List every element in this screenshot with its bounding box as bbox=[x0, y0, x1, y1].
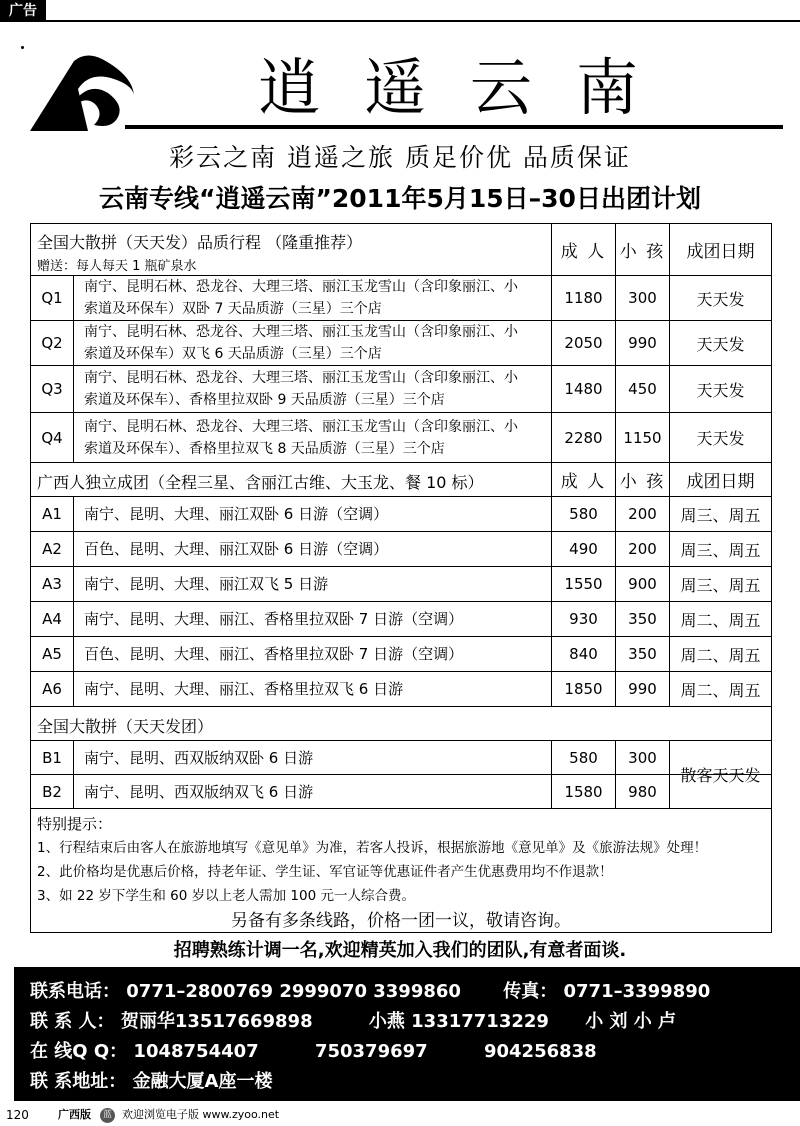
person-label: 联 系 人： bbox=[30, 1011, 115, 1032]
adult-header: 成 人 bbox=[551, 463, 615, 496]
brand-title: 逍遥云南 bbox=[257, 51, 682, 124]
child-price: 200 bbox=[615, 497, 669, 531]
tour-desc: 南宁、昆明、西双版纳双飞 6 日游 bbox=[73, 775, 551, 808]
tour-code: Q3 bbox=[41, 380, 63, 398]
table-row bbox=[31, 637, 771, 672]
decor-dot bbox=[21, 46, 24, 49]
tour-desc: 南宁、昆明、大理、丽江双飞 5 日游 bbox=[73, 567, 551, 601]
schedule-headline: 云南专线“逍遥云南”2011年5月15日–30日出团计划 bbox=[99, 184, 701, 213]
tour-desc bbox=[73, 366, 551, 412]
tour-desc-line2: 索道及环保车）双飞 6 天品质游（三星）三个店 bbox=[84, 346, 382, 362]
departure-date: 周二、周五 bbox=[669, 637, 771, 671]
tour-desc-line2: 索道及环保车）、香格里拉双卧 9 天品质游（三星）三个店 bbox=[84, 392, 445, 408]
note-item: 3、如 22 岁下学生和 60 岁以上老人需加 100 元一人综合费。 bbox=[37, 888, 415, 904]
adult-price: 1850 bbox=[551, 672, 615, 706]
section3-header-row bbox=[31, 707, 771, 741]
tour-desc bbox=[73, 276, 551, 320]
child-price: 1150 bbox=[615, 413, 669, 462]
tour-code: Q1 bbox=[41, 289, 63, 307]
brand-underline bbox=[125, 125, 783, 129]
contact-panel bbox=[14, 967, 800, 1101]
adult-price: 1550 bbox=[551, 567, 615, 601]
section3-title: 全国大散拼（天天发团） bbox=[37, 717, 214, 736]
contact-phone-line bbox=[30, 977, 710, 1003]
address: 金融大厦A座一楼 bbox=[132, 1071, 273, 1092]
person-1: 贺丽华13517669898 bbox=[120, 1011, 313, 1032]
child-price: 450 bbox=[615, 366, 669, 412]
child-price: 900 bbox=[615, 567, 669, 601]
recruit-notice: 招聘熟练计调一名,欢迎精英加入我们的团队,有意者面谈. bbox=[173, 940, 627, 961]
child-price: 200 bbox=[615, 532, 669, 566]
table-row bbox=[31, 532, 771, 567]
adult-header: 成 人 bbox=[551, 224, 615, 275]
departure-date: 周二、周五 bbox=[669, 602, 771, 636]
adult-price: 930 bbox=[551, 602, 615, 636]
address-label: 联 系地址： bbox=[30, 1071, 127, 1092]
tour-code: A5 bbox=[42, 645, 62, 663]
adult-price: 580 bbox=[551, 741, 615, 774]
tour-desc-line1: 南宁、昆明石林、恐龙谷、大理三塔、丽江玉龙雪山（含印象丽江、小 bbox=[84, 370, 518, 386]
child-price: 990 bbox=[615, 672, 669, 706]
child-price: 980 bbox=[615, 775, 669, 808]
tour-code: Q2 bbox=[41, 334, 63, 352]
tour-code: B1 bbox=[42, 748, 62, 767]
departure-date: 周三、周五 bbox=[669, 497, 771, 531]
date-header: 成团日期 bbox=[669, 224, 771, 275]
child-header: 小 孩 bbox=[615, 224, 669, 275]
tour-code: B2 bbox=[42, 782, 62, 801]
qq-2: 750379697 bbox=[314, 1041, 428, 1062]
tour-code: A1 bbox=[42, 505, 62, 523]
qq-3: 904256838 bbox=[483, 1041, 597, 1062]
adult-price: 490 bbox=[551, 532, 615, 566]
departure-date: 周三、周五 bbox=[669, 532, 771, 566]
notes-title: 特别提示： bbox=[37, 815, 113, 833]
table-row bbox=[31, 602, 771, 637]
tour-desc-line1: 南宁、昆明石林、恐龙谷、大理三塔、丽江玉龙雪山（含印象丽江、小 bbox=[84, 418, 518, 435]
phone-numbers: 0771–2800769 2999070 3399860 bbox=[126, 981, 461, 1002]
section1-gift: 赠送：每人每天 1 瓶矿泉水 bbox=[37, 259, 197, 274]
ad-tag: 广告 bbox=[0, 0, 46, 22]
person-3: 小 刘 小 卢 bbox=[585, 1011, 677, 1032]
tour-desc: 南宁、昆明、大理、丽江、香格里拉双卧 7 日游（空调） bbox=[73, 602, 551, 636]
table-row bbox=[31, 413, 771, 463]
tour-code: Q4 bbox=[41, 428, 63, 447]
contact-qq-line bbox=[30, 1037, 597, 1063]
section1-header-row bbox=[31, 224, 771, 276]
fax-number: 0771–3399890 bbox=[563, 981, 711, 1002]
child-header: 小 孩 bbox=[615, 463, 669, 496]
child-price: 990 bbox=[615, 321, 669, 365]
contact-address-line bbox=[30, 1067, 273, 1093]
date-header: 成团日期 bbox=[669, 463, 771, 496]
phone-label: 联系电话： bbox=[30, 981, 120, 1002]
tour-code: A6 bbox=[42, 680, 62, 698]
section2-title: 广西人独立成团（全程三星、含丽江古维、大玉龙、餐 10 标） bbox=[37, 473, 484, 492]
person-2: 小燕 13317713229 bbox=[368, 1011, 549, 1032]
adult-price: 840 bbox=[551, 637, 615, 671]
qq-label: 在 线Q Q： bbox=[30, 1041, 128, 1062]
site-url[interactable]: 欢迎浏览电子版 www.zyoo.net bbox=[122, 1108, 280, 1121]
adult-price: 2280 bbox=[551, 413, 615, 462]
table-row bbox=[31, 497, 771, 532]
tour-price-table bbox=[30, 223, 772, 933]
child-price: 300 bbox=[615, 276, 669, 320]
adult-price: 2050 bbox=[551, 321, 615, 365]
departure-date: 天天发 bbox=[669, 413, 771, 462]
tour-code: A2 bbox=[42, 540, 62, 558]
child-price: 350 bbox=[615, 602, 669, 636]
notes-closing: 另备有多条线路，价格一团一议，敬请咨询。 bbox=[231, 911, 571, 931]
child-price: 300 bbox=[615, 741, 669, 774]
page-number: 120 bbox=[6, 1108, 29, 1122]
contact-person-line bbox=[30, 1007, 676, 1033]
tour-desc: 南宁、昆明、大理、丽江、香格里拉双飞 6 日游 bbox=[73, 672, 551, 706]
table-row bbox=[31, 567, 771, 602]
tour-desc bbox=[73, 413, 551, 462]
tour-desc: 南宁、昆明、西双版纳双卧 6 日游 bbox=[73, 741, 551, 774]
tour-code: A4 bbox=[42, 610, 62, 628]
tour-desc: 百色、昆明、大理、丽江、香格里拉双卧 7 日游（空调） bbox=[73, 637, 551, 671]
adult-price: 1480 bbox=[551, 366, 615, 412]
table-row bbox=[31, 321, 771, 366]
special-notes bbox=[37, 812, 707, 908]
note-item: 1、行程结束后由客人在旅游地填写《意见单》为准，若客人投诉，根据旅游地《意见单》及《旅游法规》处理！ bbox=[37, 840, 708, 856]
top-rule bbox=[0, 20, 800, 22]
departure-date: 散客天天发 bbox=[669, 741, 771, 809]
departure-date: 天天发 bbox=[669, 321, 771, 365]
section2-header-row bbox=[31, 463, 771, 497]
tour-desc-line1: 南宁、昆明石林、恐龙谷、大理三塔、丽江玉龙雪山（含印象丽江、小 bbox=[84, 324, 518, 340]
table-row bbox=[31, 672, 771, 707]
table-row bbox=[31, 366, 771, 413]
slogan: 彩云之南 逍遥之旅 质足价优 品质保证 bbox=[169, 143, 631, 172]
tour-desc-line1: 南宁、昆明石林、恐龙谷、大理三塔、丽江玉龙雪山（含印象丽江、小 bbox=[84, 279, 518, 295]
section1-title: 全国大散拼（天天发）品质行程 （隆重推荐） bbox=[37, 233, 363, 252]
adult-price: 1180 bbox=[551, 276, 615, 320]
departure-date: 天天发 bbox=[669, 366, 771, 412]
tour-code: A3 bbox=[42, 575, 62, 593]
tour-desc: 百色、昆明、大理、丽江双卧 6 日游（空调） bbox=[73, 532, 551, 566]
tour-desc-line2: 索道及环保车）双卧 7 天品质游（三星）三个店 bbox=[84, 301, 382, 317]
magazine-edition: 广西版 bbox=[58, 1108, 91, 1121]
page-footer bbox=[0, 1104, 800, 1126]
adult-price: 1580 bbox=[551, 775, 615, 808]
adult-price: 580 bbox=[551, 497, 615, 531]
fax-label: 传真： bbox=[503, 981, 558, 1002]
departure-date: 周三、周五 bbox=[669, 567, 771, 601]
departure-date: 周二、周五 bbox=[669, 672, 771, 706]
child-price: 350 bbox=[615, 637, 669, 671]
tour-desc: 南宁、昆明、大理、丽江双卧 6 日游（空调） bbox=[73, 497, 551, 531]
departure-date: 天天发 bbox=[669, 276, 771, 320]
qq-1: 1048754407 bbox=[133, 1041, 259, 1062]
table-row bbox=[31, 276, 771, 321]
table-row bbox=[31, 775, 771, 809]
tour-desc-line2: 索道及环保车）、香格里拉双飞 8 天品质游（三星）三个店 bbox=[84, 440, 445, 457]
tour-desc bbox=[73, 321, 551, 365]
note-item: 2、此价格均是优惠后价格，持老年证、学生证、军官证等优惠证件者产生优惠费用均不作退款！ bbox=[37, 864, 613, 880]
table-row bbox=[31, 741, 771, 775]
brand-logo-icon bbox=[28, 55, 136, 133]
edition-badge: 蓝 bbox=[100, 1108, 115, 1123]
